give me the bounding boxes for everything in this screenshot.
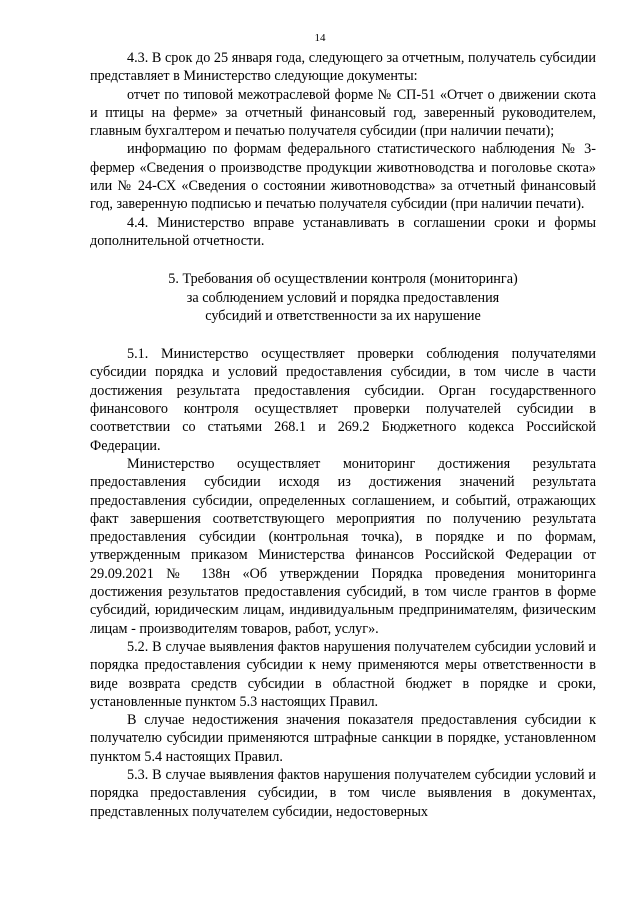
page-number: 14: [314, 32, 326, 44]
paragraph-5-3: 5.3. В случае выявления фактов нарушения получателем субсидии условий и порядка предоставления субсидии, в том числе выявления в документах, представленных получателем субсидии, недостоверных: [90, 766, 596, 820]
paragraph-5-1: 5.1. Министерство осуществляет проверки соблюдения получателями субсидии порядка и условий предоставления субсидии, в том числе в части достижения результата предоставления субсидии. Орган государственного финансового контроля осуществляет проверки получателей субсидии в соответствии со статьями 268.1 и 269.2 Бюджетного кодекса Российской Федерации.: [90, 346, 596, 454]
section-heading-line-3: субсидий и ответственности за их нарушение: [205, 307, 481, 324]
section-heading-line-1: 5. Требования об осуществлении контроля (мониторинга): [168, 271, 518, 288]
paragraph-4-4: 4.4. Министерство вправе устанавливать в соглашении сроки и формы дополнительной отчетности.: [90, 214, 596, 249]
paragraph-5-2: 5.2. В случае выявления фактов нарушения получателем субсидии условий и порядка предоставления субсидии к нему применяются меры ответственности в виде возврата средств субсидии в областной бюджет в порядке и сроки, установленные пунктом 5.3 настоящих Правил.: [90, 638, 596, 710]
paragraph-penalties: В случае недостижения значения показателя предоставления субсидии к получателю субсидии применяются штрафные санкции в порядке, установленном пунктом 5.4 настоящих Правил.: [90, 712, 596, 765]
document-body: [90, 49, 596, 821]
paragraph-monitoring: Министерство осуществляет мониторинг достижения результата предоставления субсидии исходя из достижения значений результата предоставления субсидии, определенных соглашением, и событий, отражающих факт завершения соответствующего мероприятия по получению результата предоставления субсидии (контрольная точка), в порядке и по формам, утвержденным приказом Министерства финансов Российской Федерации от 29.09.2021 № 138н «Об утверждении Порядка проведения мониторинга достижения результатов предоставления субсидий, в том числе грантов в форме субсидий, юридическим лицам, индивидуальным предпринимателям, физическим лицам - производителям товаров, работ, услуг».: [90, 455, 596, 637]
paragraph-statistics-form: информацию по формам федерального статистического наблюдения № 3-фермер «Сведения о производстве продукции животноводства и поголовье скота» или № 24-СХ «Сведения о состоянии животноводства» за отчетный финансовый год, заверенную подписью и печатью получателя субсидии (при наличии печати).: [90, 141, 596, 213]
paragraph-report-form: отчет по типовой межотраслевой форме № СП-51 «Отчет о движении скота и птицы на ферме» за отчетный финансовый год, заверенный руководителем, главным бухгалтером и печатью получателя субсидии (при наличии печати);: [90, 86, 596, 140]
section-heading: [90, 270, 596, 325]
paragraph-4-3: 4.3. В срок до 25 января года, следующего за отчетным, получатель субсидии представляет в Министерство следующие документы:: [90, 50, 596, 85]
section-heading-line-2: за соблюдением условий и порядка предоставления: [186, 289, 500, 306]
